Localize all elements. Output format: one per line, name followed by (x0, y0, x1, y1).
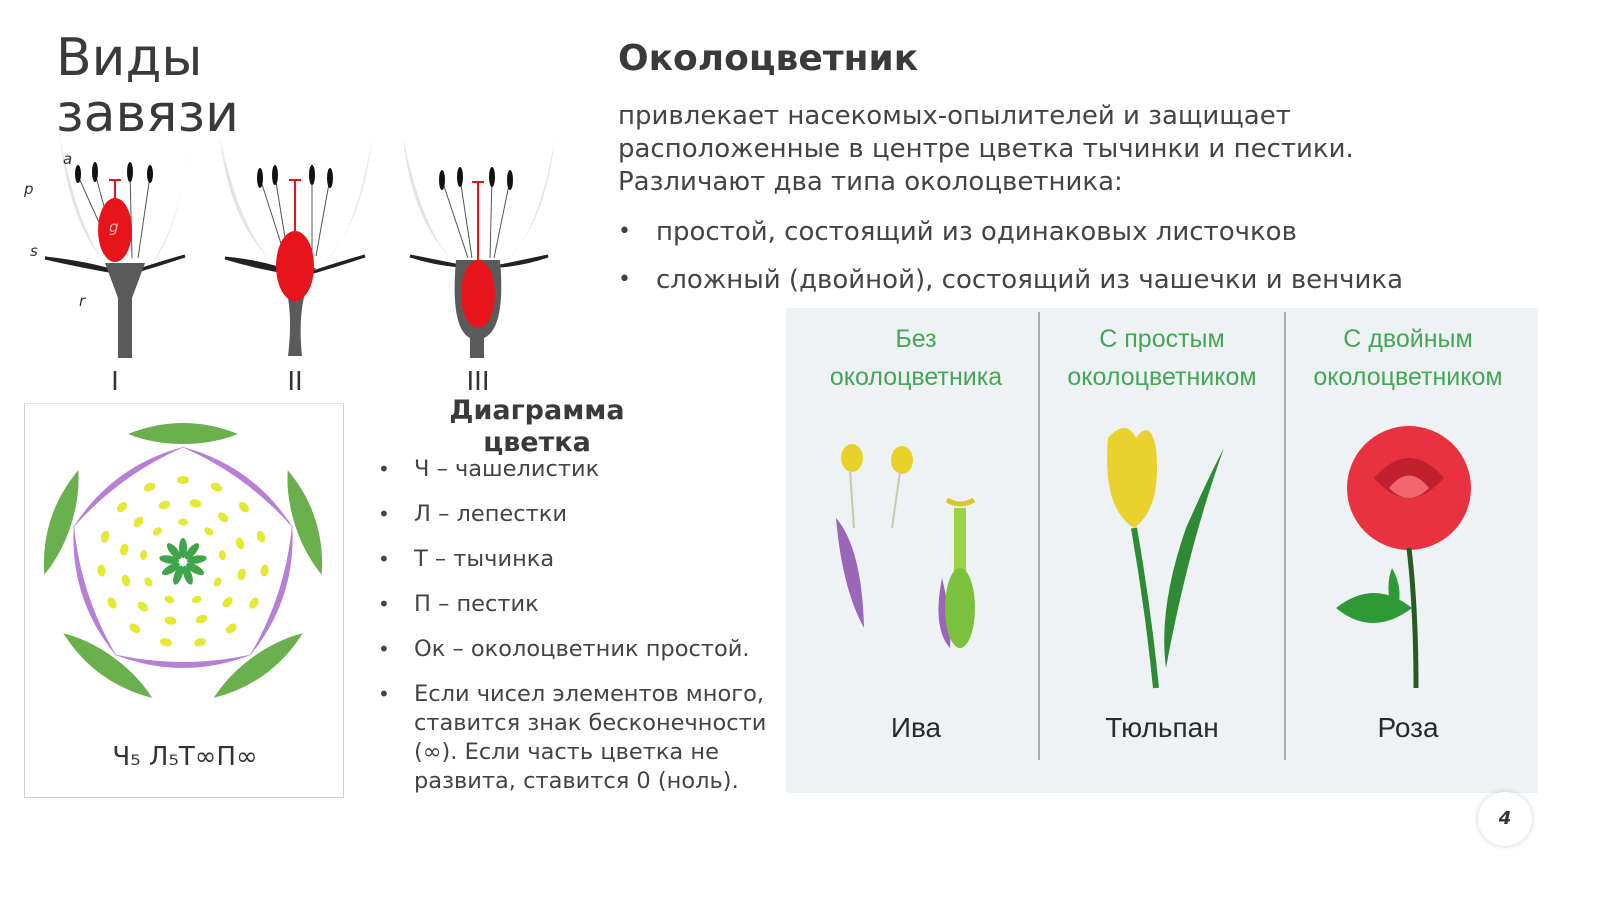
list-item: • Если чисел элементов много, ставится знак бесконечности (∞). Если часть цветка не развита, ставится 0 (ноль). (378, 680, 808, 796)
list-item: • П – пестик (378, 582, 808, 627)
ovary-type-1-drawing (45, 138, 190, 358)
perianth-comparison-panel (786, 308, 1538, 793)
panel-column-tulip (1038, 308, 1286, 793)
ovary-label-a: a (63, 150, 73, 168)
ovary-label-s: s (30, 242, 38, 260)
ovary-label-g: g (109, 218, 119, 236)
list-item: • Т – тычинка (378, 537, 808, 582)
list-item: • Ок – околоцветник простой. (378, 627, 808, 672)
diagram-legend-list (378, 447, 808, 796)
flower-formula: Ч₅ Л₅Т∞П∞ (112, 742, 258, 772)
panel-column-name: Тюльпан (1105, 712, 1219, 743)
perianth-heading: Околоцветник (618, 38, 919, 79)
ovary-type-label-3: III (466, 367, 490, 397)
ovary-type-2-drawing (220, 138, 372, 356)
panel-column-title: С двойным околоцветником (1313, 325, 1503, 391)
panel-column-rose (1284, 308, 1532, 793)
ovary-label-r: r (79, 292, 86, 310)
panel-column-name: Ива (890, 712, 942, 743)
page-number: 4 (1478, 792, 1532, 846)
list-item: • сложный (двойной), состоящий из чашечки и венчика (618, 256, 1403, 304)
flower-diagram-box (24, 403, 344, 798)
ovary-type-label-2: II (287, 367, 303, 397)
list-item: • простой, состоящий из одинаковых листочков (618, 208, 1403, 256)
panel-column-title: Без околоцветника (829, 325, 1003, 391)
perianth-description: привлекает насекомых-опылителей и защищает расположенные в центре цветка тычинки и пестики. Различают два типа околоцветника: (618, 101, 1354, 197)
panel-column-name: Роза (1377, 712, 1439, 743)
ovary-type-label-1: I (111, 367, 119, 397)
tulip-flower-image (1038, 408, 1286, 708)
rose-flower-image (1284, 408, 1532, 708)
ovary-types-illustration (20, 138, 580, 363)
perianth-types-list (618, 208, 1403, 304)
diagram-heading: Диаграмма цветка (449, 395, 625, 458)
list-item: • Л – лепестки (378, 492, 808, 537)
flower-diagram-icon (25, 404, 343, 734)
panel-column-title: С простым околоцветником (1067, 325, 1257, 391)
willow-flower-image (792, 408, 1040, 708)
ovary-label-p: p (24, 180, 34, 198)
panel-column-willow (792, 308, 1040, 793)
list-item: • Ч – чашелистик (378, 447, 808, 492)
page-title: Виды завязи (56, 28, 239, 144)
ovary-type-3-drawing (403, 138, 555, 358)
